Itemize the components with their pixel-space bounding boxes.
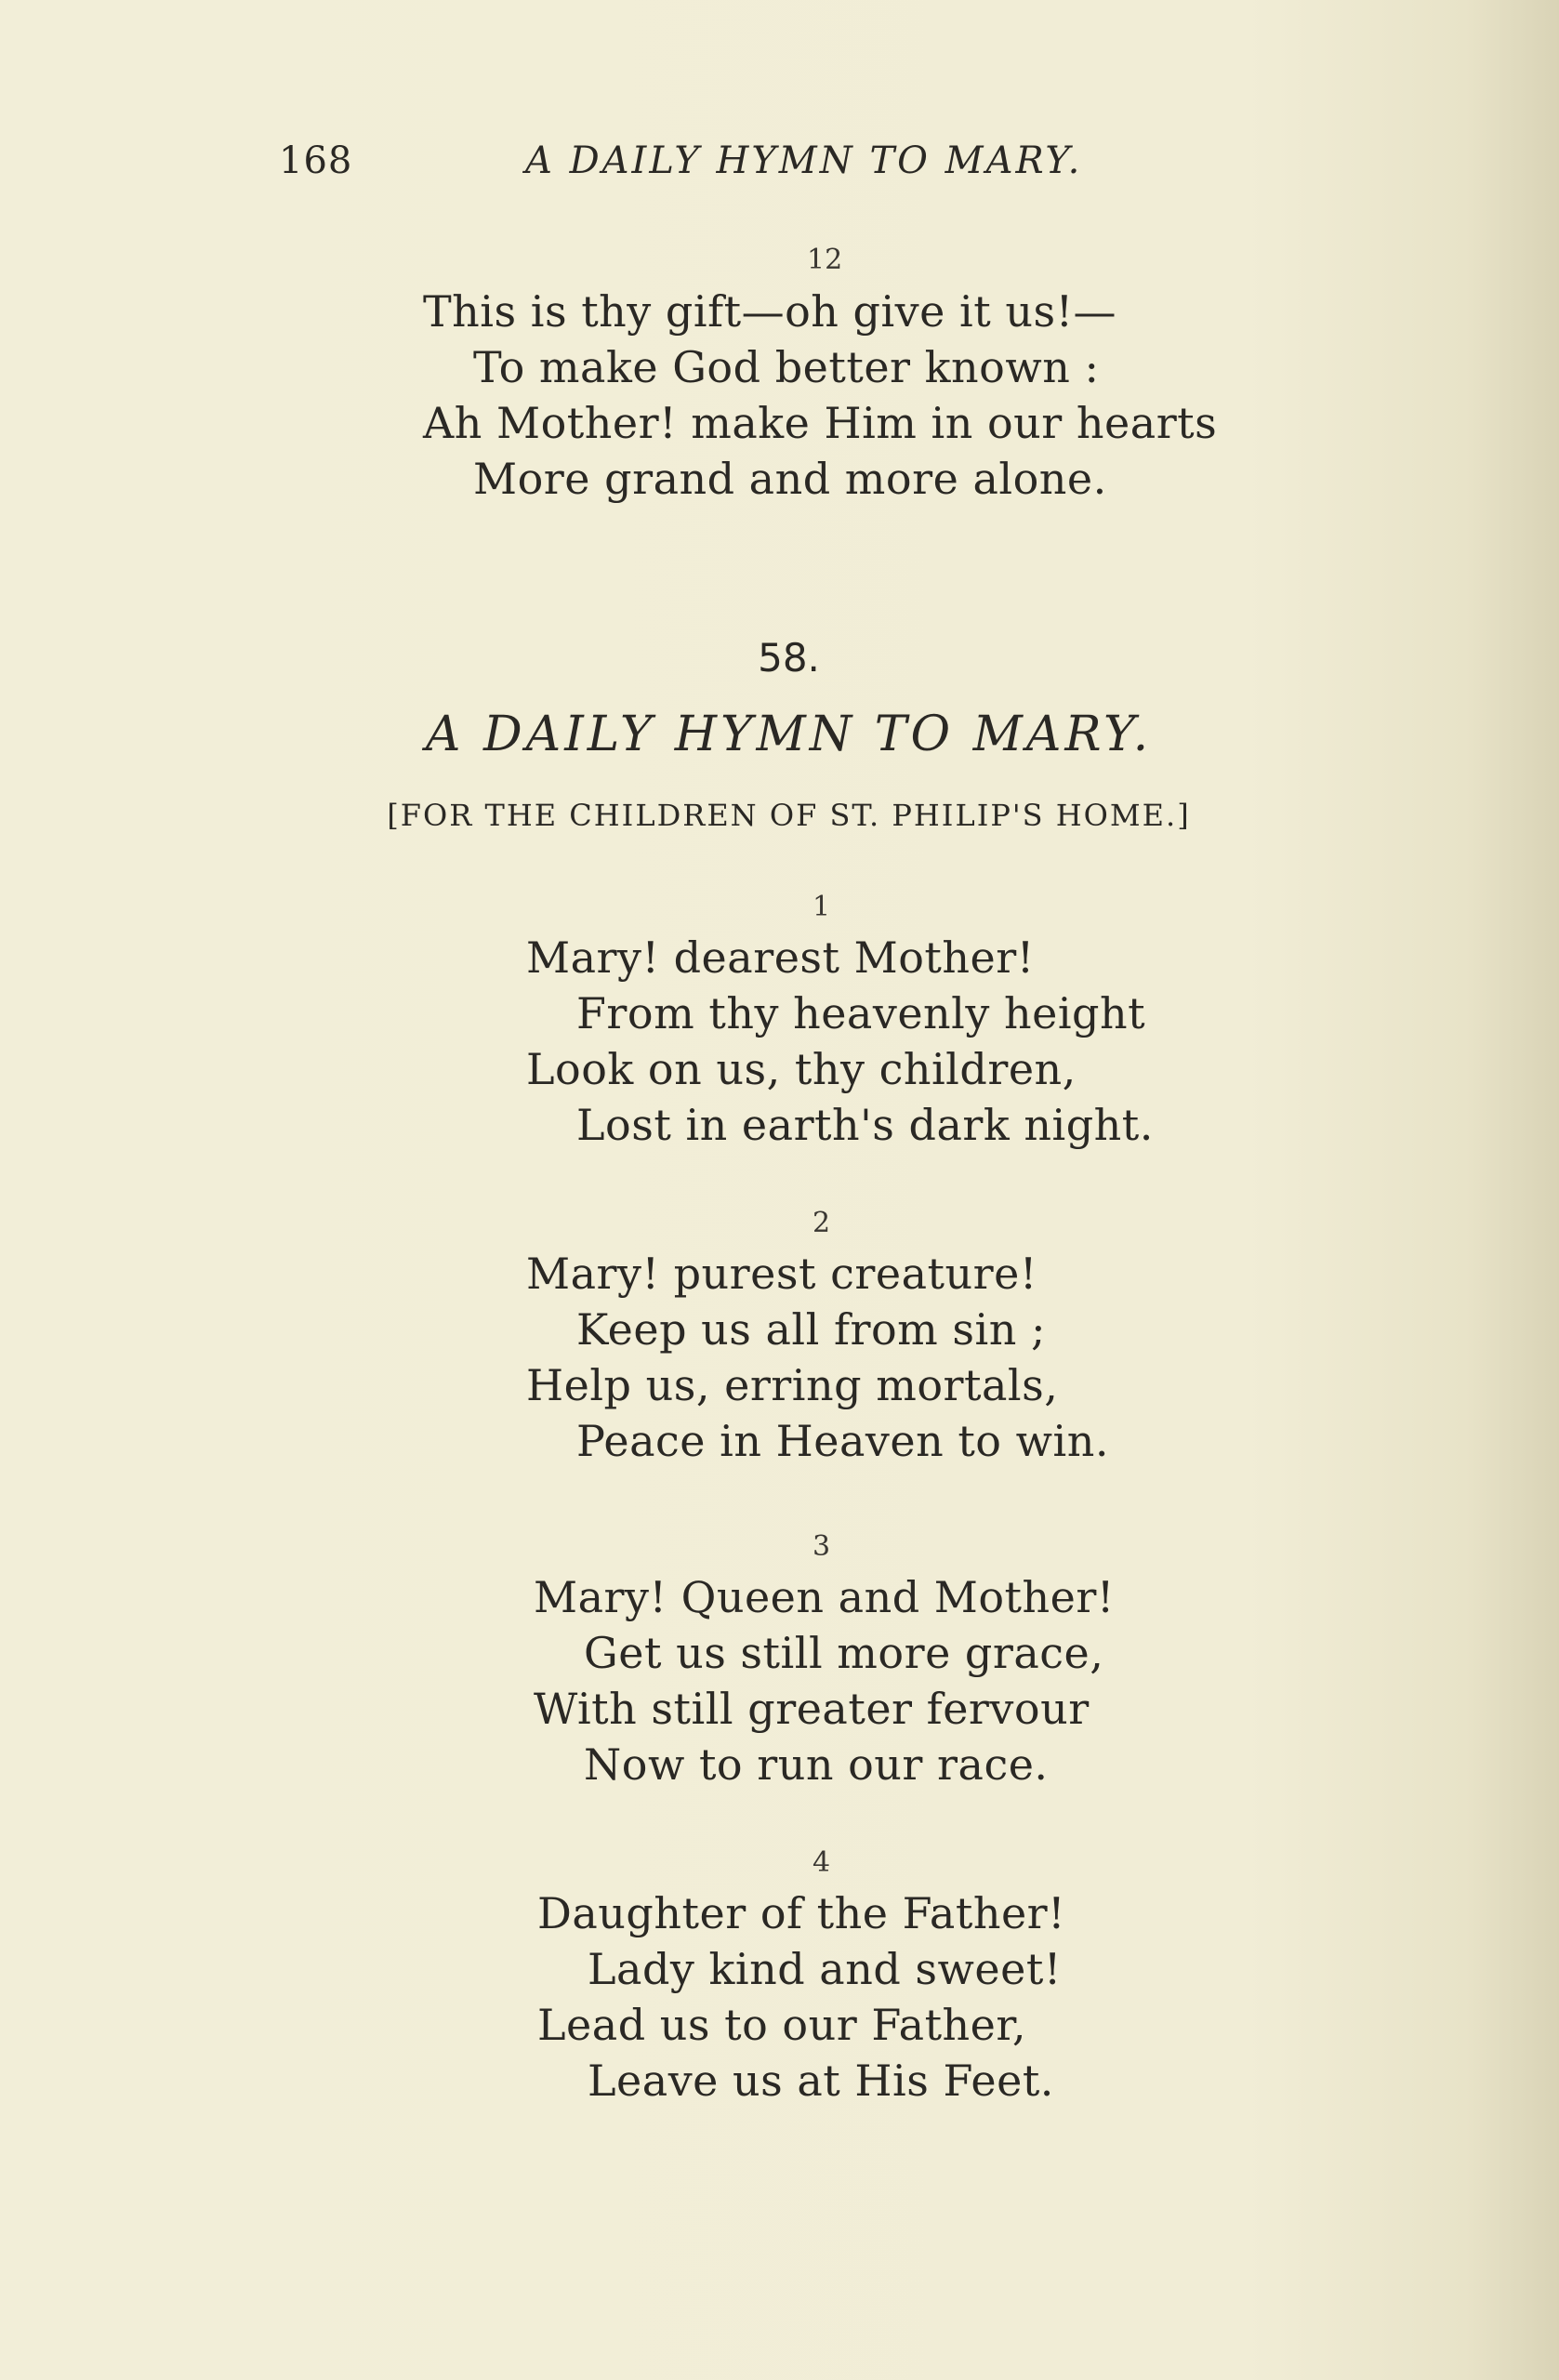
stanza-number: 12 <box>807 244 843 276</box>
verse-line: With still greater fervour <box>534 1684 1090 1734</box>
stanza-number: 4 <box>813 1846 831 1879</box>
verse-line: Lost in earth's dark night. <box>576 1100 1154 1150</box>
hymn-title: A DAILY HYMN TO MARY. <box>425 707 1153 762</box>
stanza-1 <box>526 930 1154 1153</box>
verse-line: To make God better known : <box>473 342 1100 392</box>
verse-line: From thy heavenly height <box>576 988 1146 1038</box>
verse-line: Mary! purest creature! <box>526 1249 1037 1299</box>
stanza-4 <box>537 1885 1065 2109</box>
verse-line: Mary! Queen and Mother! <box>534 1572 1115 1622</box>
verse-line: Lady kind and sweet! <box>588 1944 1062 1994</box>
hymn-number: 58. <box>758 635 820 681</box>
page-number: 168 <box>279 139 353 182</box>
verse-line: Lead us to our Father, <box>537 2000 1026 2050</box>
verse-line: Look on us, thy children, <box>526 1044 1077 1094</box>
verse-line: Mary! dearest Mother! <box>526 932 1035 983</box>
verse-line: Keep us all from sin ; <box>576 1304 1046 1355</box>
verse-line: Get us still more grace, <box>584 1628 1104 1678</box>
verse-line: More grand and more alone. <box>473 454 1107 504</box>
stanza-number: 2 <box>813 1207 831 1239</box>
verse-line: This is thy gift—oh give it us!— <box>423 286 1117 337</box>
stanza-3 <box>534 1569 1115 1792</box>
stanza-number: 1 <box>813 891 831 923</box>
stanza-number: 3 <box>813 1530 831 1563</box>
verse-line: Help us, erring mortals, <box>526 1360 1059 1410</box>
verse-line: Daughter of the Father! <box>537 1888 1066 1938</box>
running-title: A DAILY HYMN TO MARY. <box>525 139 1083 182</box>
hymn-subtitle: [FOR THE CHILDREN OF ST. PHILIP'S HOME.] <box>387 798 1191 833</box>
verse-line: Ah Mother! make Him in our hearts <box>423 398 1218 448</box>
stanza-2 <box>526 1246 1109 1469</box>
verse-line: Now to run our race. <box>584 1739 1049 1790</box>
verse-line: Peace in Heaven to win. <box>576 1416 1109 1466</box>
stanza-previous-12 <box>423 284 1217 507</box>
verse-line: Leave us at His Feet. <box>588 2056 1054 2106</box>
running-head <box>0 139 1559 195</box>
